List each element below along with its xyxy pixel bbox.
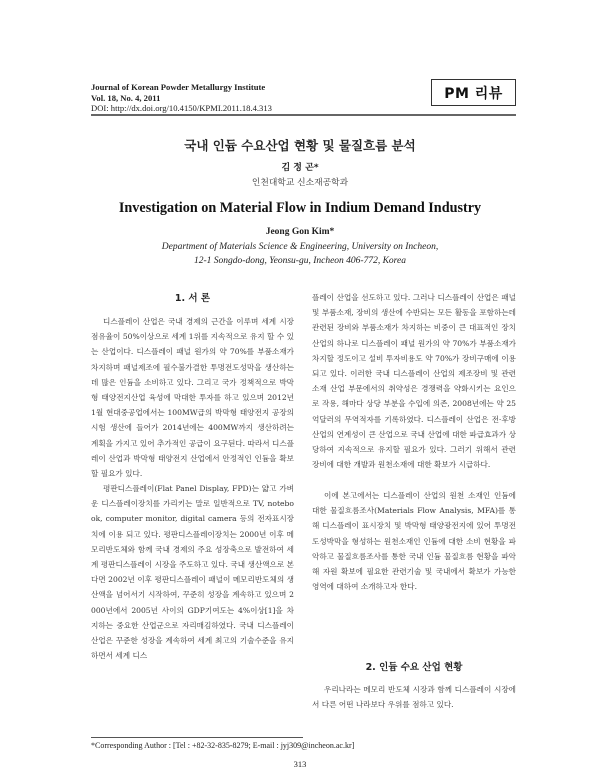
journal-name: Journal of Korean Powder Metallurgy Institute xyxy=(91,82,266,92)
title-english: Investigation on Material Flow in Indium Demand Industry xyxy=(118,200,482,216)
affiliation-english xyxy=(0,241,600,268)
section-2-heading: 2. 인듐 수요 산업 현황 xyxy=(365,662,463,673)
section-1-paragraph-1: 디스플레이 산업은 국내 경제의 근간을 이루며 세계 시장 점유율이 50%이상으로 세계 1위를 지속적으로 유지 할 수 있는 산업이다. 디스플레이 패널 원가의 약 70%를 부품소재가 차지하며 패널제조에 필수불가결한 투명전도성막을 생산하는데 많은 인듐을 소비하고 있다. 그리고 국가 정책적으로 박막형 태양전지산업 육성에 막대한 투자를 하고 있으며 2012년 1월 현대중공업에서는 100MW급의 박막형 태양전지 공장의 시험 생산에 들어가 2014년에는 400MW까지 생산하려는 계획을 가지고 있어 추가적인 공급이 요구된다. 따라서 디스플레이 산업과 박막형 태양전지 산업에서 안정적인 인듐을 확보할 필요가 있다. xyxy=(91,317,294,479)
journal-header xyxy=(91,82,272,114)
section-2-paragraph-1: 우리나라는 메모리 반도체 시장과 함께 디스플레이 시장에서 다른 어떤 나라보다 우위를 점하고 있다. xyxy=(312,685,516,710)
journal-doi: DOI: http://dx.doi.org/10.4150/KPMI.2011.18.4.313 xyxy=(91,103,272,114)
title-korean: 국내 인듐 수요산업 현황 및 물질흐름 분석 xyxy=(184,138,416,153)
header-divider xyxy=(91,114,516,116)
author-korean: 김 정 곤* xyxy=(281,163,319,173)
section-1-paragraph-2: 평판디스플레이(Flat Panel Display, FPD)는 얇고 가벼운 디스플레이장치를 가리키는 말로 일반적으로 TV, notebook, computer monitor, digital camera 등의 전자표시장치에 이용 되고 있다. 평판디스플레이장치는 2000년 이후 메모리반도체와 함께 국내 경제의 주요 성장축으로 발전하여 세계 평판디스플레이 시장을 주도하고 있다. 국내 생산액으로 본다면 2002년 이후 평판디스플레이 패널이 메모리반도체의 생산액을 넘어서기 시작하여, 꾸준히 성장을 계속하고 있으며 2000년에서 2005년 사이의 GDP기여도는 4%이상[1]을 차지하는 중요한 산업군으로 자리매김하였다. 국내 디스플레이 산업은 꾸준한 성장을 계속하여 세계 최고의 기술수준을 유지하면서 세계 디스 xyxy=(91,484,294,661)
section-1-paragraph-3: 플레이 산업을 선도하고 있다. 그러나 디스플레이 산업은 패널 및 부품소재, 장비의 생산에 수반되는 모든 활동을 포함하는데 관련된 장비와 부품소재가 차지하는 비중이 큰 대표적인 장치산업의 하나로 디스플레이 패널 원가의 약 70%가 부품소재가 차지할 정도이고 설비 투자비용도 약 70%가 장비구매에 이용되고 있다. 이러한 국내 디스플레이 산업의 제조장비 및 관련소재 산업 부문에서의 취약성은 경쟁력을 약화시키는 요인으로 작용, 해마다 상당 부분을 수입에 의존, 2008년에는 약 25억달러의 무역적자를 기록하였다. 디스플레이 산업은 전·후방 산업의 연계성이 큰 산업으로 국내 산업에 대한 파급효과가 상당하여 지속적으로 유지할 필요가 있다. 그러기 위해서 관련 장비에 대한 개발과 원천소재에 대한 확보가 시급하다. xyxy=(312,293,516,470)
footnote-corresponding-author: *Corresponding Author : [Tel : +82-32-835-8279; E-mail : jyj309@incheon.ac.kr] xyxy=(91,741,355,750)
section-badge: PM 리뷰 xyxy=(431,79,516,106)
affiliation-english-line1: Department of Materials Science & Engineering, University on Incheon, xyxy=(161,242,439,252)
affiliation-english-line2: 12-1 Songdo-dong, Yeonsu-gu, Incheon 406-772, Korea xyxy=(194,255,406,266)
footnote-divider xyxy=(91,737,303,738)
author-english: Jeong Gon Kim* xyxy=(265,227,335,237)
affiliation-korean: 인천대학교 신소재공학과 xyxy=(251,178,349,188)
page-number: 313 xyxy=(293,759,307,769)
section-1-heading: 1. 서 론 xyxy=(174,293,211,304)
journal-volume: Vol. 18, No. 4, 2011 xyxy=(91,92,161,103)
section-1-paragraph-4: 이에 본고에서는 디스플레이 산업의 원천 소재인 인듐에 대한 물질흐름조사(Materials Flow Analysis, MFA)를 통해 디스플레이 표시장치 및 박막형 태양광전지에 있어 투명전도성박막을 형성하는 원천소재인 인듐에 대한 소비 현황을 파악하고 물질흐름조사를 통한 국내 인듐 물질흐름 현황을 파악해 자원 확보에 필요한 관련기술 및 국내에서 확보가 가능한 영역에 대하여 소개하고자 한다. xyxy=(312,491,516,592)
